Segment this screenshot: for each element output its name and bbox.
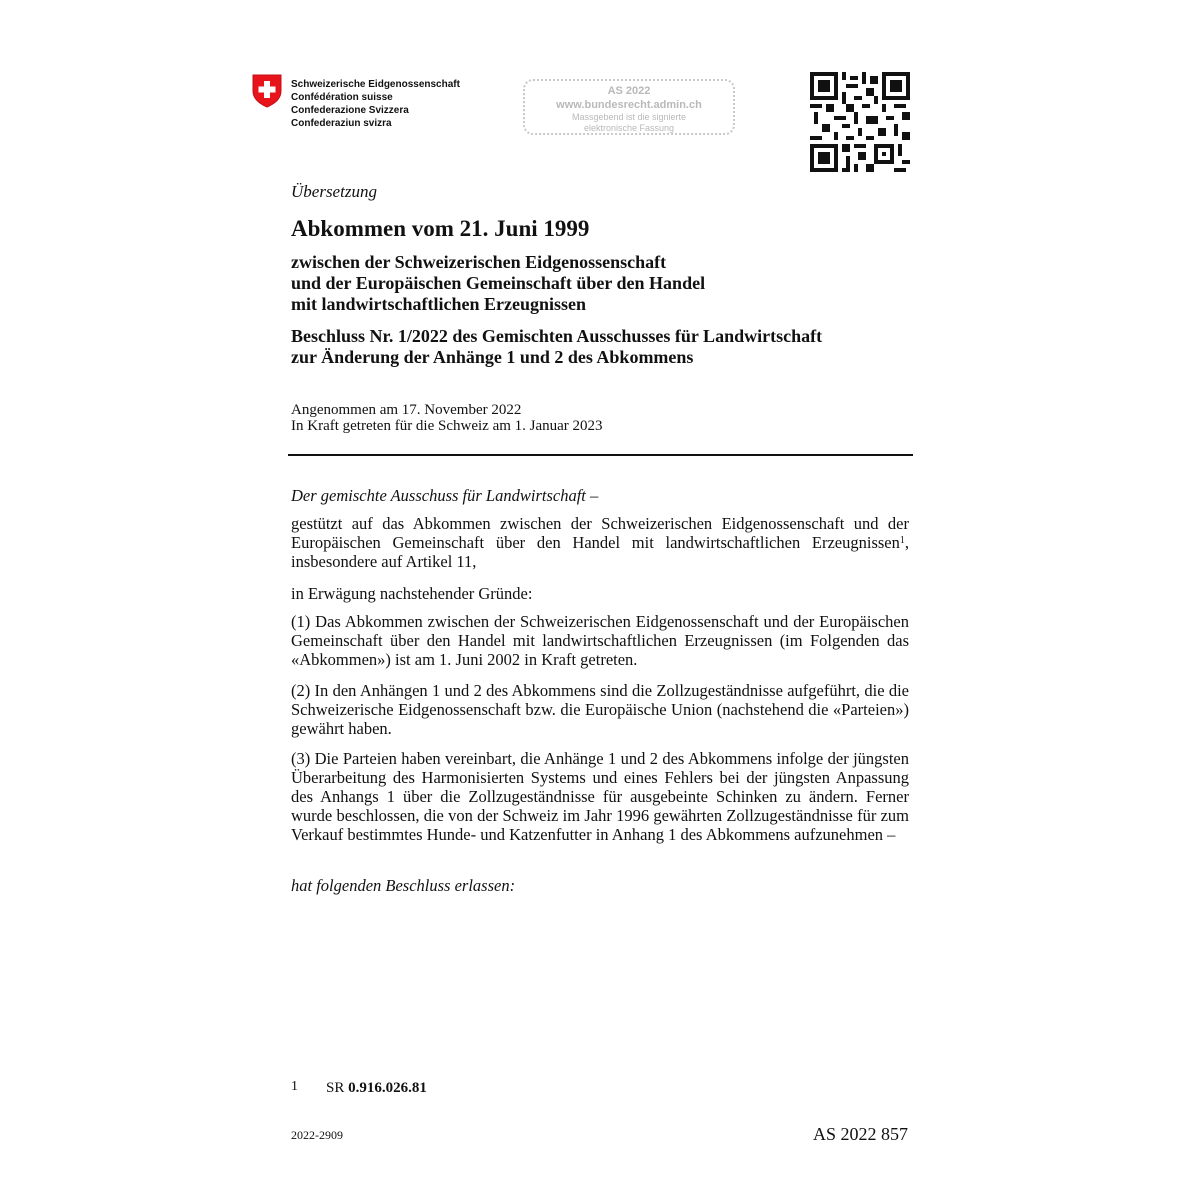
subtitle-line: zwischen der Schweizerischen Eidgenossenschaft xyxy=(291,252,667,272)
footnote-reference[interactable]: 0.916.026.81 xyxy=(348,1080,427,1096)
document-number: 2022-2909 xyxy=(291,1128,343,1142)
decision-title-line: zur Änderung der Anhänge 1 und 2 des Abkommens xyxy=(291,347,694,367)
translation-label: Übersetzung xyxy=(291,182,377,201)
in-force-date: In Kraft getreten für die Schweiz am 1. Januar 2023 xyxy=(291,418,603,434)
stamp-collection: AS 2022 xyxy=(607,85,651,97)
stamp-url[interactable]: www.bundesrecht.admin.ch xyxy=(556,99,702,111)
recital-2: (2) In den Anhängen 1 und 2 des Abkommens sind die Zollzugeständnisse aufgeführt, die die Schweizerische Eidgenossenschaft bzw. die Europäische Union (nachstehend die «Parteien») gewährt haben. xyxy=(291,681,909,738)
swiss-coat-of-arms-icon xyxy=(252,74,282,108)
legal-basis-suffix: , insbesondere auf Artikel 11, xyxy=(291,533,909,571)
dates-block xyxy=(291,402,603,434)
subtitle-line: und der Europäischen Gemeinschaft über den Handel xyxy=(291,273,706,293)
federation-name-de: Schweizerische Eidgenossenschaft xyxy=(291,79,460,90)
recital-3: (3) Die Parteien haben vereinbart, die Anhänge 1 und 2 des Abkommens infolge der jüngsten Überarbeitung des Harmonisierten Systems und eines Fehlers bei der jüngsten Anpassung des Anhangs 1 über die Zollzugeständnisse für ausgebeinte Schinken zu ändern. Ferner wurde beschlossen, die von der Schweiz im Jahr 1996 gewährten Zollzugeständnisse für zum Verkauf bestimmtes Hunde- und Katzenfutter in Anhang 1 des Abkommens aufzunehmen – xyxy=(291,749,909,844)
closing-line: hat folgenden Beschluss erlassen: xyxy=(291,876,516,895)
legal-basis-paragraph xyxy=(291,514,909,571)
stamp-note-1: Massgebend ist die signierte xyxy=(571,112,687,122)
footnote-text xyxy=(326,1080,427,1097)
footnote-number: 1 xyxy=(291,1079,298,1094)
qr-code-icon xyxy=(810,72,910,172)
legal-basis-text: gestützt auf das Abkommen zwischen der Schweizerischen Eidgenossenschaft und der Europäischen Gemeinschaft über den Handel mit landwirtschaftlichen Erzeugnissen xyxy=(291,514,909,552)
recital-1: (1) Das Abkommen zwischen der Schweizerischen Eidgenossenschaft und der Europäischen Gemeinschaft über den Handel mit landwirtschaftlichen Erzeugnissen (im Folgenden das «Abkommen») ist am 1. Juni 2002 in Kraft getreten. xyxy=(291,612,909,669)
page-reference: AS 2022 857 xyxy=(813,1124,909,1144)
decision-title xyxy=(291,326,822,368)
committee-line: Der gemischte Ausschuss für Landwirtschaft – xyxy=(291,486,599,505)
federation-name-fr: Confédération suisse xyxy=(291,92,393,103)
horizontal-divider xyxy=(288,454,913,456)
footnote-prefix: SR xyxy=(326,1080,345,1096)
agreement-subtitle xyxy=(291,252,705,315)
page-title: Abkommen vom 21. Juni 1999 xyxy=(291,216,590,241)
official-publication-stamp xyxy=(523,79,735,135)
stamp-note-2: elektronische Fassung xyxy=(583,123,675,133)
federation-name-it: Confederazione Svizzera xyxy=(291,105,409,116)
federation-name-rm: Confederaziun svizra xyxy=(291,118,392,129)
considering-line: in Erwägung nachstehender Gründe: xyxy=(291,584,533,603)
adopted-date: Angenommen am 17. November 2022 xyxy=(291,402,522,418)
footnote-marker[interactable]: 1 xyxy=(899,535,905,546)
decision-title-line: Beschluss Nr. 1/2022 des Gemischten Ausschusses für Landwirtschaft xyxy=(291,326,823,346)
federation-names xyxy=(291,78,460,130)
subtitle-line: mit landwirtschaftlichen Erzeugnissen xyxy=(291,294,586,314)
